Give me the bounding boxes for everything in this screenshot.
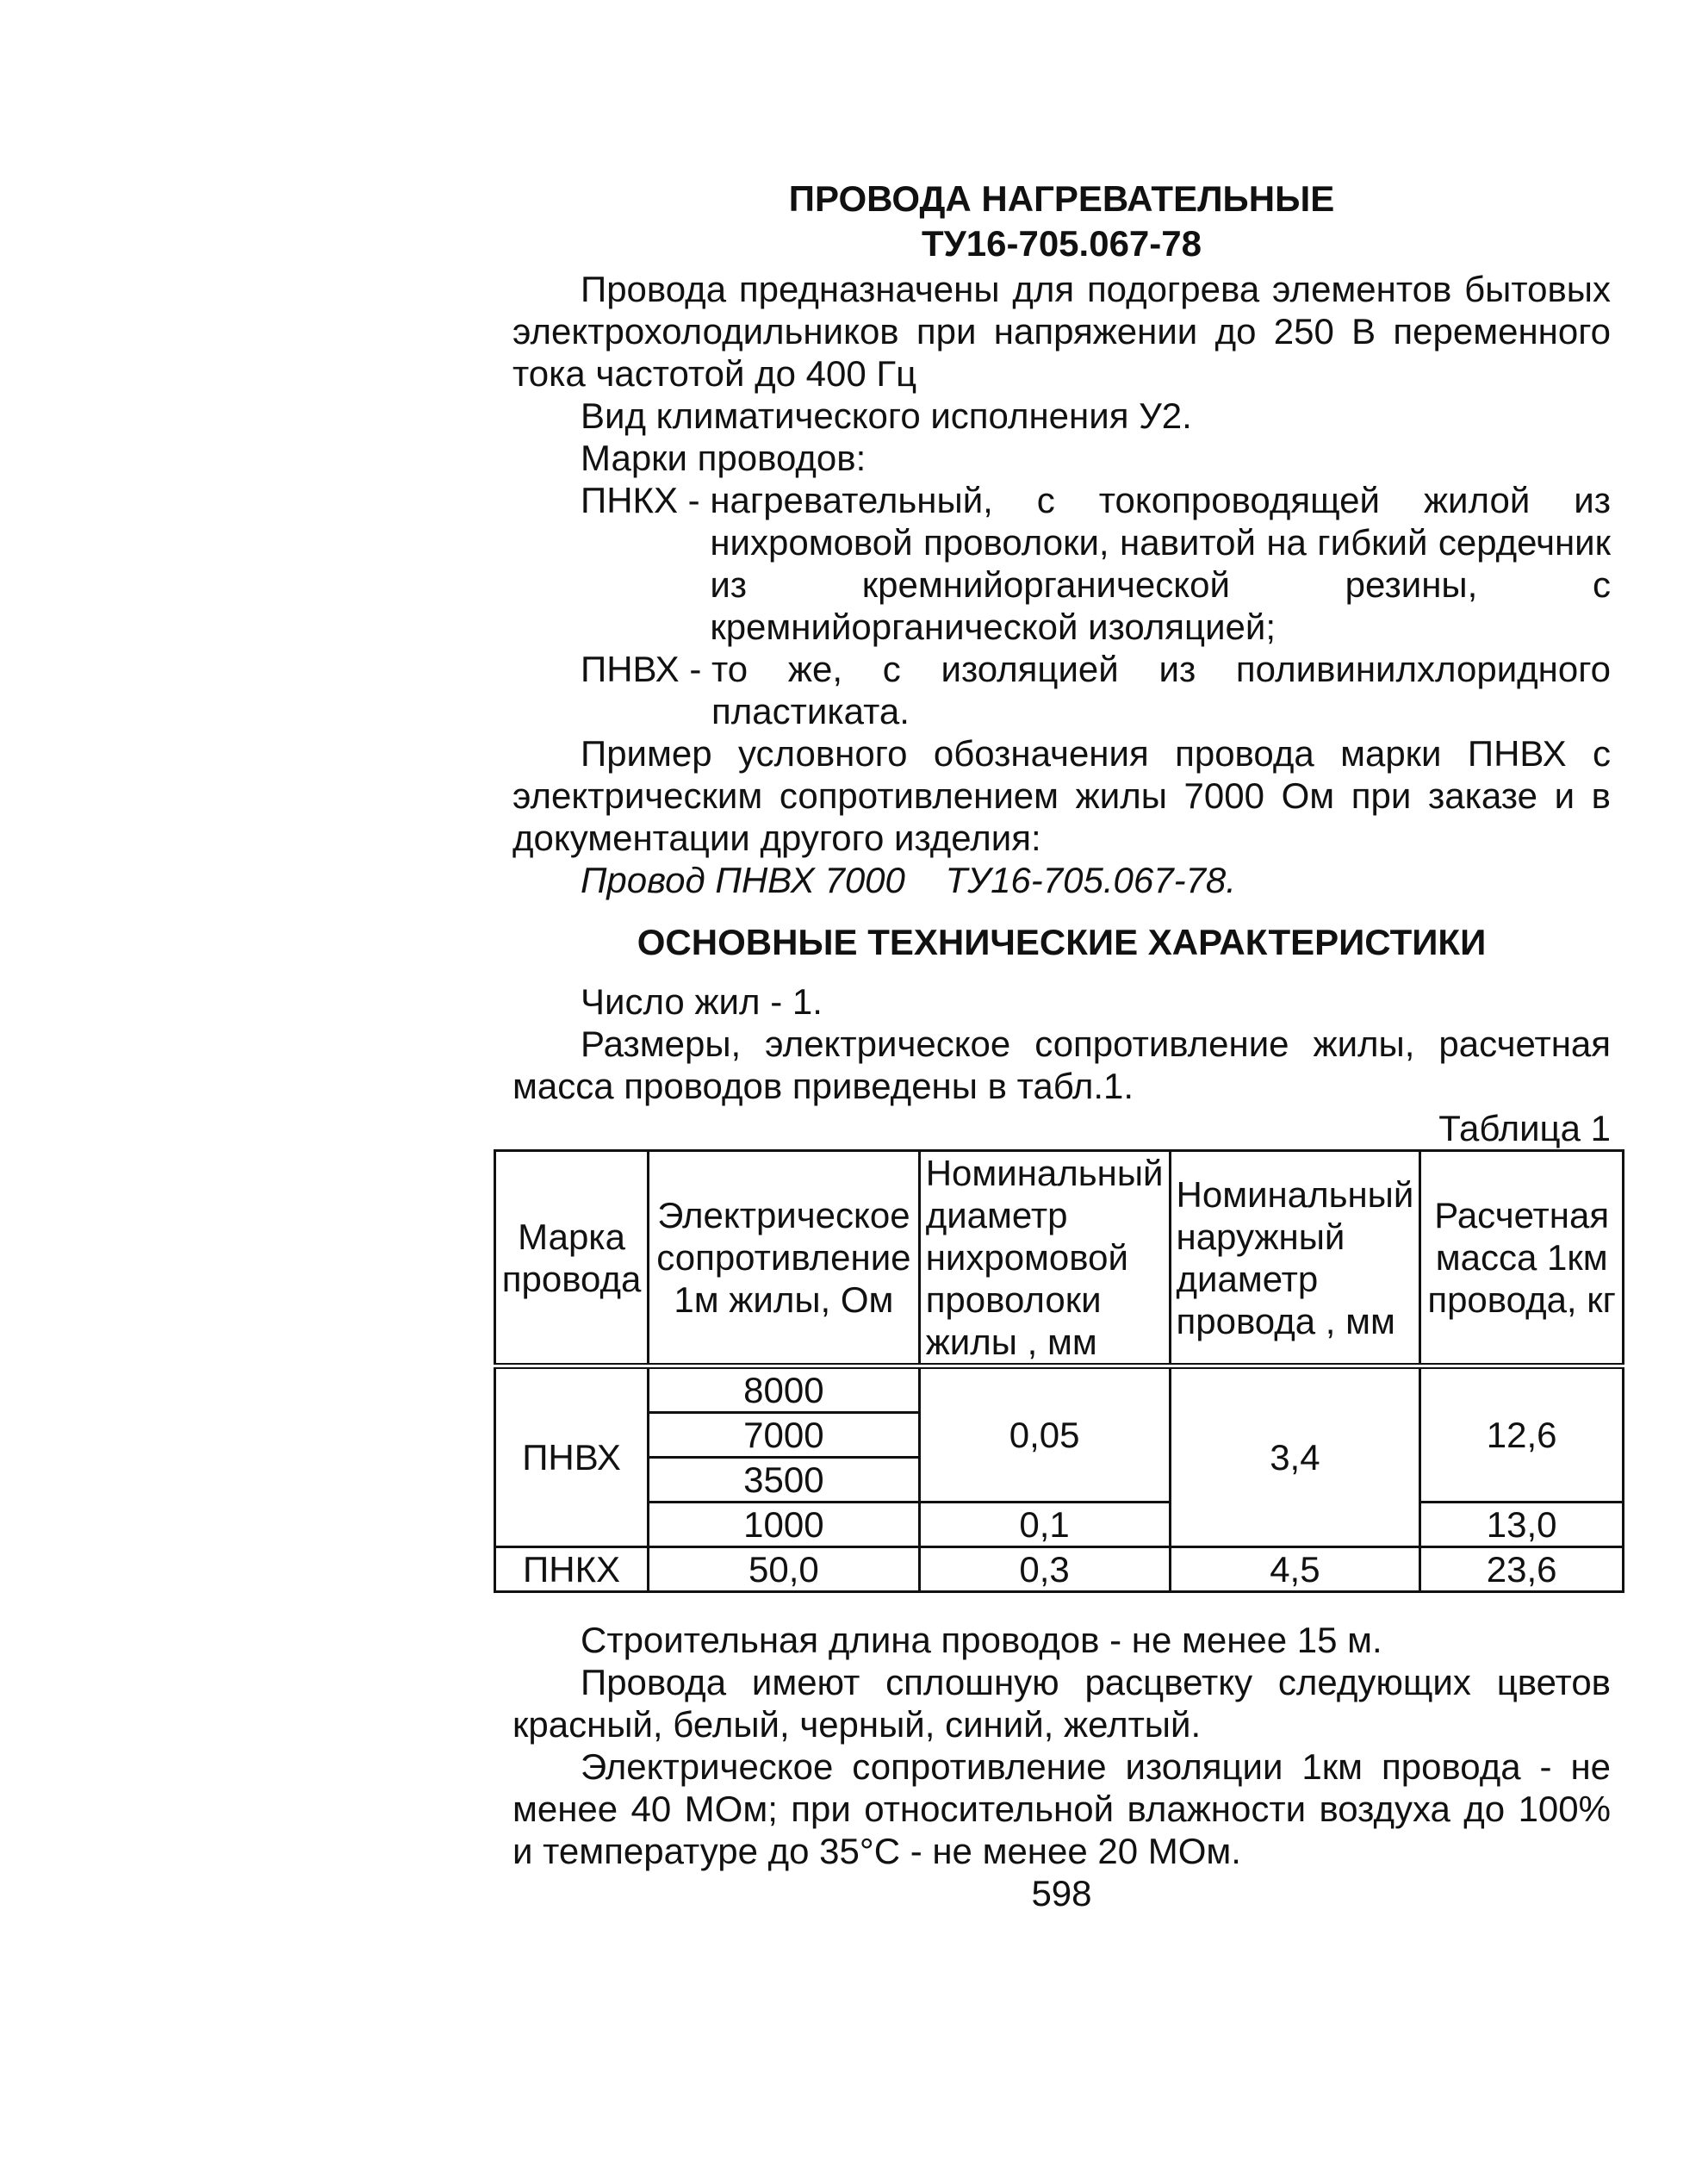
cell-mass: 23,6 xyxy=(1420,1547,1624,1592)
cell-resistance: 8000 xyxy=(649,1366,920,1413)
cell-mark-pnvh: ПНВХ xyxy=(495,1366,649,1547)
mark-item-pnkh xyxy=(512,479,1611,648)
spec-table xyxy=(494,1149,1624,1593)
intro-paragraph: Провода предназначены для подогрева элементов бытовых электрохолодильников при напряжении до 250 В переменного тока частотой до 400 Гц xyxy=(512,269,1611,394)
cell-resistance: 7000 xyxy=(649,1413,920,1458)
table-row xyxy=(495,1366,1624,1413)
table-intro: Размеры, электрическое сопротивление жилы, расчетная масса проводов приведены в табл.1. xyxy=(512,1024,1611,1106)
mark-description: то же, с изоляцией из поливинилхлоридного пластиката. xyxy=(711,649,1611,731)
section-heading: ОСНОВНЫЕ ТЕХНИЧЕСКИЕ ХАРАКТЕРИСТИКИ xyxy=(637,922,1487,962)
document-standard: ТУ16-705.067-78 xyxy=(921,223,1202,264)
cell-diameter: 0,1 xyxy=(919,1503,1170,1547)
page-number: 598 xyxy=(1031,1873,1092,1913)
mark-item-pnvh xyxy=(512,648,1611,732)
table-row xyxy=(495,1547,1624,1592)
cell-diameter: 0,3 xyxy=(919,1547,1170,1592)
insulation-paragraph: Электрическое сопротивление изоляции 1км провода - не менее 40 МОм; при относительной влажности воздуха до 100% и температуре до 35°С - не менее 20 МОм. xyxy=(512,1746,1611,1871)
content-column xyxy=(501,177,1616,1914)
header-outer-diameter: Номинальный наружный диаметр провода , мм xyxy=(1170,1151,1420,1366)
cell-mark-pnkh: ПНКХ xyxy=(495,1547,649,1592)
mark-name: ПНВХ - xyxy=(581,649,712,689)
example-paragraph: Пример условного обозначения провода марки ПНВХ с электрическим сопротивлением жилы 7000 Ом при заказе и в документации другого изделия: xyxy=(512,733,1611,858)
header-resistance: Электрическое сопротивление 1м жилы, Ом xyxy=(649,1151,920,1366)
example-designation: Провод ПНВХ 7000 ТУ16-705.067-78. xyxy=(581,860,1236,900)
climate-line: Вид климатического исполнения У2. xyxy=(581,395,1192,436)
marks-heading: Марки проводов: xyxy=(581,438,867,478)
header-mass: Расчетная масса 1км провода, кг xyxy=(1420,1151,1624,1366)
mark-description: нагревательный, с токопроводящей жилой из нихромовой проволоки, навитой на гибкий сердечник из кремнийорганической резины, с кремнийорганической изоляцией; xyxy=(710,480,1611,647)
length-line: Строительная длина проводов - не менее 15 м. xyxy=(581,1620,1382,1660)
cell-outer-diameter: 4,5 xyxy=(1170,1547,1420,1592)
cell-resistance: 50,0 xyxy=(649,1547,920,1592)
cell-mass: 12,6 xyxy=(1420,1366,1624,1503)
colors-paragraph: Провода имеют сплошную расцветку следующих цветов красный, белый, черный, синий, желтый. xyxy=(512,1662,1611,1745)
header-mark: Марка провода xyxy=(495,1151,649,1366)
cell-diameter: 0,05 xyxy=(919,1366,1170,1503)
cores-line: Число жил - 1. xyxy=(581,981,823,1022)
header-wire-diameter: Номинальный диаметр нихромовой проволоки жилы , мм xyxy=(919,1151,1170,1366)
cell-mass: 13,0 xyxy=(1420,1503,1624,1547)
document-title: ПРОВОДА НАГРЕВАТЕЛЬНЫЕ xyxy=(788,178,1335,219)
cell-outer-diameter: 3,4 xyxy=(1170,1366,1420,1547)
cell-resistance: 1000 xyxy=(649,1503,920,1547)
cell-resistance: 3500 xyxy=(649,1458,920,1503)
table-caption: Таблица 1 xyxy=(1438,1108,1611,1148)
mark-name: ПНКХ - xyxy=(581,480,711,520)
table-header-row xyxy=(495,1151,1624,1366)
table-row xyxy=(495,1503,1624,1547)
